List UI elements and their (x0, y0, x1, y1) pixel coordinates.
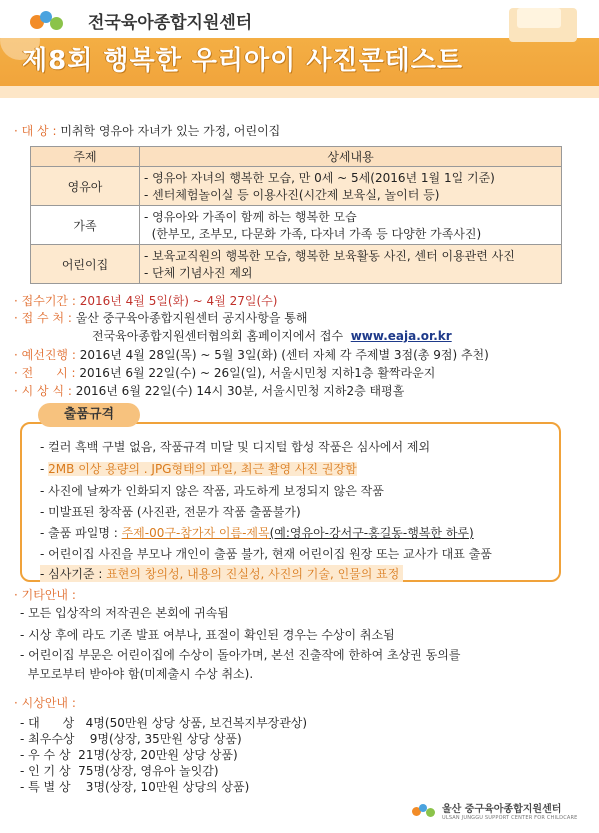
rule-item: - 사진에 날짜가 인화되지 않은 작품, 과도하게 보정되지 않은 작품 (40, 484, 384, 498)
table-cell-category: 어린이집 (31, 245, 140, 284)
detail-line: - 보육교직원의 행복한 모습, 행복한 보육활동 사진, 센터 이용관련 사진 (144, 249, 515, 263)
rule-highlight: 2MB 이상 용량의 . JPG형태의 파일, 최근 촬영 사진 권장함 (48, 462, 357, 476)
target-line: · 대 상 : 미취학 영유아 자녀가 있는 가정, 어린이집 (14, 124, 281, 138)
rules-tab: 출품규격 (38, 403, 140, 427)
footer-org-name-en: ULSAN JUNGGU SUPPORT CENTER FOR CHILDCARE (442, 814, 578, 821)
footer-logo (412, 803, 578, 821)
target-value: 미취학 영유아 자녀가 있는 가정, 어린이집 (60, 124, 281, 138)
award-item: - 특 별 상 3명(상장, 10만원 상당의 상품) (20, 780, 250, 794)
etc-item: 부모로부터 받아야 함(미제출시 수상 취소). (20, 667, 254, 681)
table-header-row (31, 147, 562, 167)
awards-label: 시상안내 : (21, 696, 76, 710)
rule-criteria (40, 565, 403, 582)
rule-item: - 컬러 흑백 구별 없음, 작품규격 미달 및 디지털 합성 작품은 심사에서 제외 (40, 440, 431, 454)
prelim-value: 2016년 4월 28일(목) ~ 5월 3일(화) (센터 자체 각 주제별 3점(총 9점) 추천) (79, 348, 489, 362)
detail-line: - 영유아 자녀의 행복한 모습, 만 0세 ~ 5세(2016년 1월 1일 기준) (144, 171, 495, 185)
etc-item: - 시상 후에 라도 기존 발표 여부나, 표절이 확인된 경우는 수상이 취소됨 (20, 628, 395, 642)
org-name: 전국육아종합지원센터 (88, 13, 253, 33)
homepage-link[interactable]: www.eaja.or.kr (350, 329, 452, 343)
target-label: 대 상 (21, 124, 49, 138)
prelim-label: 예선진행 : (21, 348, 76, 362)
table-row (31, 245, 562, 284)
table-row (31, 206, 562, 245)
rule-item: - 미발표된 창작품 (사진관, 전문가 작품 출품불가) (40, 505, 301, 519)
speech-bubble-decoration-inner (517, 8, 561, 28)
table-cell-details (140, 245, 562, 284)
detail-line: - 영유아와 가족이 함께 하는 행복한 모습 (144, 210, 357, 224)
banner-bottom-strip (0, 86, 599, 98)
etc-item: - 어린이집 부문은 어린이집에 수상이 돌아가며, 본선 진출작에 한하여 초상권 동의를 (20, 648, 461, 662)
award-item: - 대 상 4명(50만원 상당 상품, 보건복지부장관상) (20, 716, 308, 730)
etc-heading: · 기타안내 : (14, 588, 76, 602)
award-item: - 인 기 상 75명(상장, 영유아 놀잇감) (20, 764, 219, 778)
place-line: · 접 수 처 : 울산 중구육아종합지원센터 공지사항을 통해 (14, 311, 308, 325)
page-title: 제8회 행복한 우리아이 사진콘테스트 (22, 46, 463, 76)
award-item: - 최우수상 9명(상장, 35만원 상당 상품) (20, 732, 242, 746)
place-label: 접 수 처 : (21, 311, 72, 325)
header-banner (0, 0, 599, 98)
exhibit-line: · 전 시 : 2016년 6월 22일(수) ~ 26일(일), 서울시민청 지하1층 활짝라운지 (14, 366, 436, 380)
filename-format: 주제-00구-참가자 이름-제목 (121, 526, 270, 540)
rule-item (40, 460, 357, 477)
table-header-topic: 주제 (31, 147, 140, 167)
table-cell-details (140, 206, 562, 245)
criteria-value: 표현의 창의성, 내용의 진실성, 사진의 기술, 인물의 표정 (106, 567, 400, 581)
awards-heading: · 시상안내 : (14, 696, 76, 710)
table-cell-details (140, 167, 562, 206)
table-cell-category: 영유아 (31, 167, 140, 206)
footer-logo-icon (412, 803, 438, 821)
ceremony-value: 2016년 6월 22일(수) 14시 30분, 서울시민청 지하2층 태평홀 (75, 384, 405, 398)
filename-prefix: - 출품 파일명 : (40, 526, 122, 540)
place-value: 울산 중구육아종합지원센터 공지사항을 통해 (75, 311, 308, 325)
logo-icon (30, 9, 82, 33)
table-cell-category: 가족 (31, 206, 140, 245)
criteria-prefix: - 심사기준 : (40, 567, 107, 581)
detail-line: (한부모, 조부모, 다문화 가족, 다자녀 가족 등 다양한 가족사진) (144, 227, 482, 241)
org-logo (30, 8, 252, 33)
rule-filename (40, 524, 474, 541)
place-line-2 (92, 327, 452, 344)
filename-example: (예:영유아-강서구-홍길동-행복한 하루) (269, 526, 474, 540)
topic-table (30, 146, 562, 284)
exhibit-value: 2016년 6월 22일(수) ~ 26일(일), 서울시민청 지하1층 활짝라운지 (79, 366, 436, 380)
detail-line: - 센터체험놀이실 등 이용사진(시간제 보육실, 놀이터 등) (144, 188, 440, 202)
footer-org-name: 울산 중구육아종합지원센터 (442, 803, 562, 815)
ceremony-label: 시 상 식 : (21, 384, 72, 398)
period-value: 2016년 4월 5일(화) ~ 4월 27일(수) (79, 294, 278, 308)
prelim-line: · 예선진행 : 2016년 4월 28일(목) ~ 5월 3일(화) (센터 자체 각 주제별 3점(총 9점) 추천) (14, 348, 489, 362)
etc-item: - 모든 입상작의 저작권은 본회에 귀속됨 (20, 606, 229, 620)
award-item: - 우 수 상 21명(상장, 20만원 상당 상품) (20, 748, 238, 762)
table-header-detail: 상세내용 (140, 147, 562, 167)
period-line: · 접수기간 : 2016년 4월 5일(화) ~ 4월 27일(수) (14, 294, 278, 308)
rule-dash: - (40, 462, 49, 476)
ceremony-line: · 시 상 식 : 2016년 6월 22일(수) 14시 30분, 서울시민청 지하2층 태평홀 (14, 384, 405, 398)
etc-label: 기타안내 : (21, 588, 76, 602)
period-label: 접수기간 : (21, 294, 76, 308)
table-row (31, 167, 562, 206)
rule-item: - 어린이집 사진을 부모나 개인이 출품 불가, 현재 어린이집 원장 또는 교사가 대표 출품 (40, 547, 492, 561)
detail-line: - 단체 기념사진 제외 (144, 266, 253, 280)
exhibit-label: 전 시 : (21, 366, 76, 380)
place-value-2: 전국육아종합지원센터협의회 홈페이지에서 접수 (92, 329, 344, 343)
